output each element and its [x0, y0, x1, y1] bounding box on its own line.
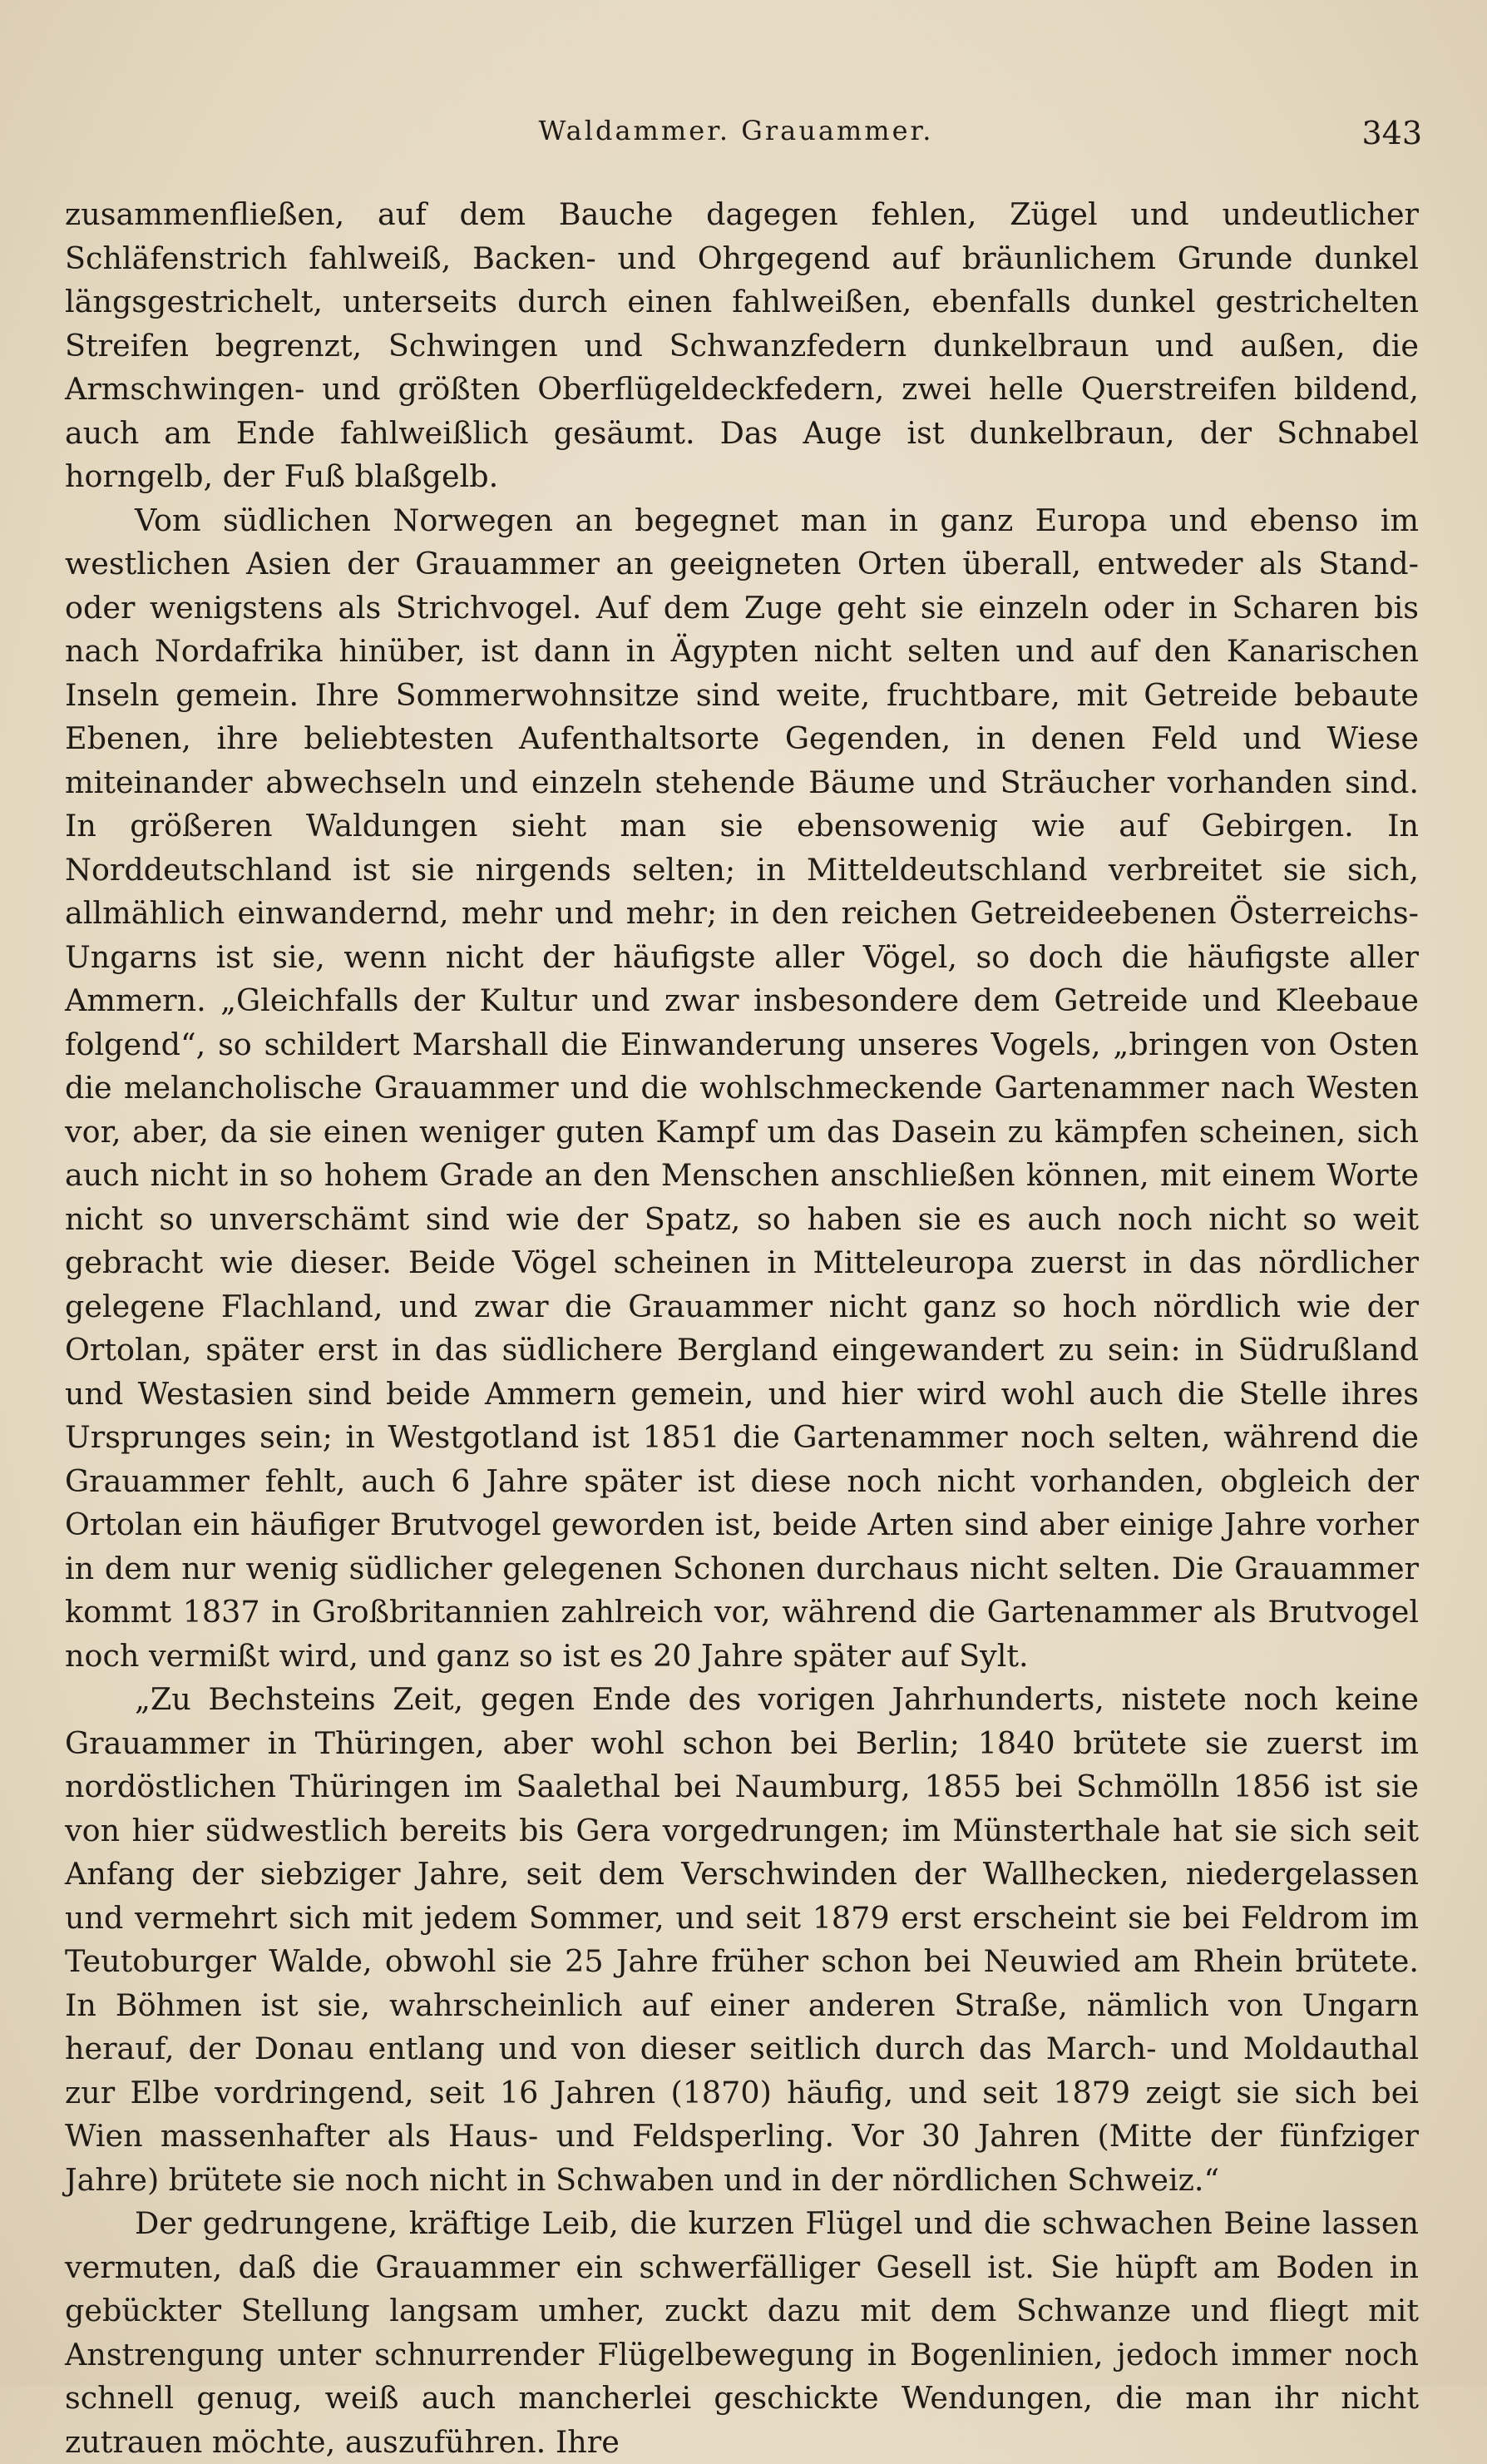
page-header	[50, 115, 1422, 165]
paragraph-1: zusammenfließen, auf dem Bauche dagegen fehlen, Zügel und undeutlicher Schläfenstrich fahlweiß, Backen- und Ohrgegend auf bräunlichem Grunde dunkel längsgestrichelt, unterseits durch einen fahlweißen, ebenfalls dunkel gestrichelten Streifen begrenzt, Schwingen und Schwanzfedern dunkelbraun und außen, die Armschwingen- und größten Oberflügeldeckfedern, zwei helle Querstreifen bildend, auch am Ende fahlweißlich gesäumt. Das Auge ist dunkelbraun, der Schnabel horngelb, der Fuß blaßgelb.	[65, 196, 1419, 494]
body-text	[65, 193, 1419, 2464]
page-number: 343	[1361, 115, 1422, 151]
paragraph-3: „Zu Bechsteins Zeit, gegen Ende des vorigen Jahrhunderts, nistete noch keine Grauammer in Thüringen, aber wohl schon bei Berlin; 1840 brütete sie zuerst im nordöstlichen Thüringen im Saalethal bei Naumburg, 1855 bei Schmölln 1856 ist sie von hier südwestlich bereits bis Gera vorgedrungen; im Münsterthale hat sie sich seit Anfang der siebziger Jahre, seit dem Verschwinden der Wallhecken, niedergelassen und vermehrt sich mit jedem Sommer, und seit 1879 erst erscheint sie bei Feldrom im Teutoburger Walde, obwohl sie 25 Jahre früher schon bei Neuwied am Rhein brütete. In Böhmen ist sie, wahrscheinlich auf einer anderen Straße, nämlich von Ungarn herauf, der Donau entlang und von dieser seitlich durch das March- und Moldauthal zur Elbe vordringend, seit 16 Jahren (1870) häufig, und seit 1879 zeigt sie sich bei Wien massenhafter als Haus- und Feldsperling. Vor 30 Jahren (Mitte der fünfziger Jahre) brütete sie noch nicht in Schwaben und in der nördlichen Schweiz.“	[65, 1681, 1419, 2198]
paragraph-4: Der gedrungene, kräftige Leib, die kurzen Flügel und die schwachen Beine lassen vermuten, daß die Grauammer ein schwerfälliger Gesell ist. Sie hüpft am Boden in gebückter Stellung langsam umher, zuckt dazu mit dem Schwanze und fliegt mit Anstrengung unter schnurrender Flügelbewegung in Bogenlinien, jedoch immer noch schnell genug, weiß auch mancherlei geschickte Wendungen, die man ihr nicht zutrauen möchte, auszuführen. Ihre	[65, 2205, 1419, 2460]
paragraph-2: Vom südlichen Norwegen an begegnet man in ganz Europa und ebenso im westlichen Asien der Grauammer an geeigneten Orten überall, entweder als Stand- oder wenigstens als Strichvogel. Auf dem Zuge geht sie einzeln oder in Scharen bis nach Nordafrika hinüber, ist dann in Ägypten nicht selten und auf den Kanarischen Inseln gemein. Ihre Sommerwohnsitze sind weite, fruchtbare, mit Getreide bebaute Ebenen, ihre beliebtesten Aufenthaltsorte Gegenden, in denen Feld und Wiese miteinander abwechseln und einzeln stehende Bäume und Sträucher vorhanden sind. In größeren Waldungen sieht man sie ebensowenig wie auf Gebirgen. In Norddeutschland ist sie nirgends selten; in Mitteldeutschland verbreitet sie sich, allmählich einwandernd, mehr und mehr; in den reichen Getreideebenen Österreichs-Ungarns ist sie, wenn nicht der häufigste aller Vögel, so doch die häufigste aller Ammern. „Gleichfalls der Kultur und zwar insbesondere dem Getreide und Kleebaue folgend“, so schildert Marshall die Einwanderung unseres Vogels, „bringen von Osten die melancholische Grauammer und die wohlschmeckende Gartenammer nach Westen vor, aber, da sie einen weniger guten Kampf um das Dasein zu kämpfen scheinen, sich auch nicht in so hohem Grade an den Menschen anschließen können, mit einem Worte nicht so unverschämt sind wie der Spatz, so haben sie es auch noch nicht so weit gebracht wie dieser. Beide Vögel scheinen in Mitteleuropa zuerst in das nördlicher gelegene Flachland, und zwar die Grauammer nicht ganz so hoch nördlich wie der Ortolan, später erst in das südlichere Bergland eingewandert zu sein: in Südrußland und Westasien sind beide Ammern gemein, und hier wird wohl auch die Stelle ihres Ursprunges sein; in Westgotland ist 1851 die Gartenammer noch selten, während die Grauammer fehlt, auch 6 Jahre später ist diese noch nicht vorhanden, obgleich der Ortolan ein häufiger Brutvogel geworden ist, beide Arten sind aber einige Jahre vorher in dem nur wenig südlicher gelegenen Schonen durchaus nicht selten. Die Grauammer kommt 1837 in Großbritannien zahlreich vor, während die Gartenammer als Brutvogel noch vermißt wird, und ganz so ist es 20 Jahre später auf Sylt.	[65, 502, 1419, 1674]
running-head: Waldammer. Grauammer.	[538, 115, 934, 146]
